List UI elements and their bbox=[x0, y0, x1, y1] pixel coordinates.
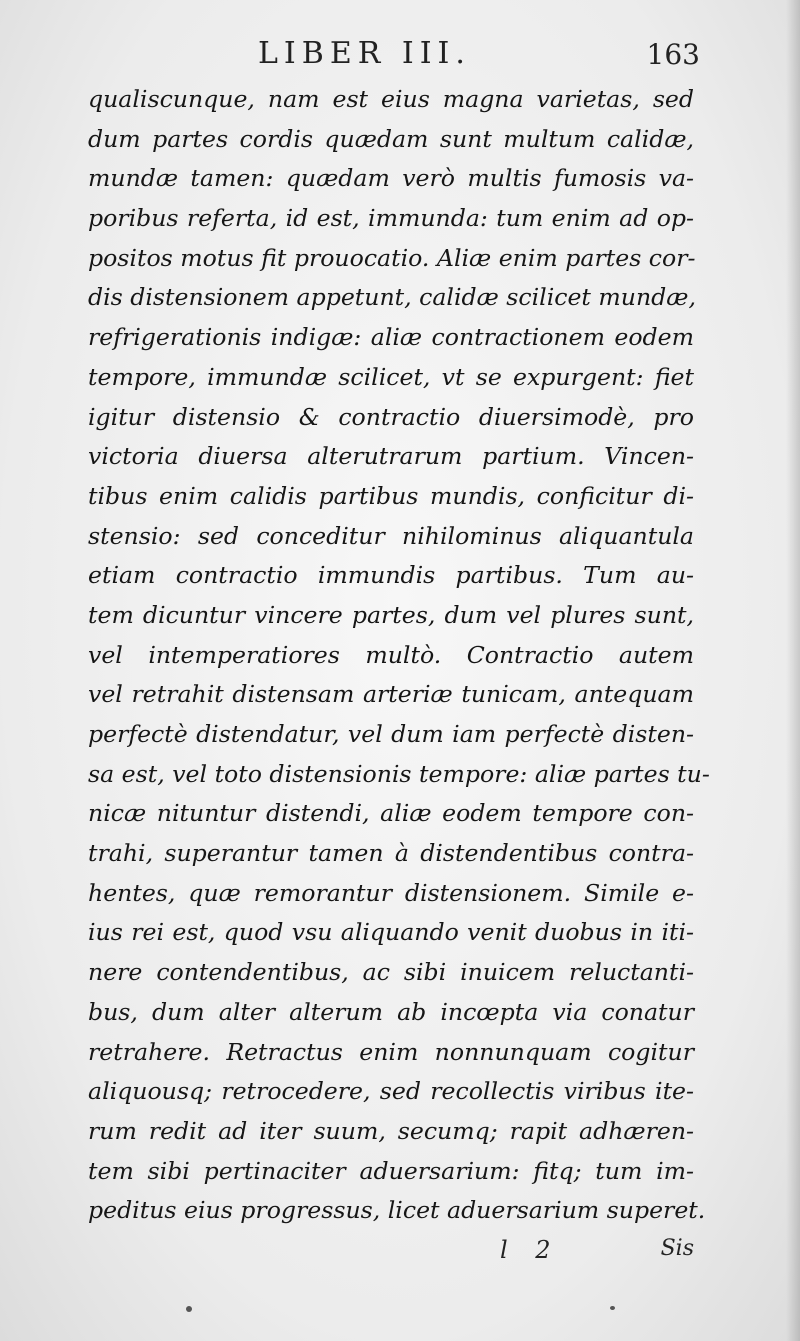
text-line: qualiscunque, nam est eius magna varietas, sed bbox=[88, 85, 694, 113]
page-header bbox=[88, 36, 700, 76]
text-line: hentes, quæ remorantur distensionem. Simile e- bbox=[88, 878, 694, 907]
body-text bbox=[88, 80, 710, 1231]
text-line: trahi, superantur tamen à distendentibus contra- bbox=[88, 839, 694, 868]
text-line: mundæ tamen: quædam verò multis fumosis va- bbox=[88, 164, 694, 193]
text-line: nicæ nituntur distendi, aliæ eodem tempore con- bbox=[88, 799, 694, 828]
text-line: bus, dum alter alterum ab incœpta via conatur bbox=[88, 997, 694, 1026]
signature-mark: l 2 bbox=[500, 1236, 561, 1264]
running-head: LIBER III. bbox=[258, 36, 471, 71]
text-line: ius rei est, quod vsu aliquando venit duobus in iti- bbox=[88, 918, 694, 947]
text-line: tem dicuntur vincere partes, dum vel plures sunt, bbox=[88, 600, 694, 629]
page-number: 163 bbox=[646, 38, 700, 71]
ink-speck bbox=[610, 1306, 615, 1310]
ink-speck bbox=[186, 1306, 192, 1312]
catchword: Sis bbox=[660, 1236, 694, 1261]
text-line: retrahere. Retractus enim nonnunquam cogitur bbox=[88, 1037, 694, 1066]
text-line: poribus referta, id est, immunda: tum enim ad op- bbox=[88, 204, 694, 233]
text-line: igitur distensio & contractio diuersimodè, pro bbox=[88, 402, 694, 431]
text-line: tibus enim calidis partibus mundis, conficitur di- bbox=[88, 481, 694, 510]
text-line: vel retrahit distensam arteriæ tunicam, antequam bbox=[88, 680, 694, 709]
text-line: refrigerationis indigæ: aliæ contractionem eodem bbox=[88, 323, 694, 352]
text-line: dum partes cordis quædam sunt multum calidæ, bbox=[88, 124, 694, 153]
text-line: perfectè distendatur, vel dum iam perfectè disten- bbox=[88, 720, 694, 748]
page-edge-shadow bbox=[786, 0, 800, 1341]
text-line: dis distensionem appetunt, calidæ scilicet mundæ, bbox=[88, 283, 696, 312]
text-line: tem sibi pertinaciter aduersarium: fitq; tum im- bbox=[88, 1156, 694, 1185]
text-line: nere contendentibus, ac sibi inuicem reluctanti- bbox=[88, 958, 694, 987]
text-line: rum redit ad iter suum, secumq; rapit adhæren- bbox=[88, 1116, 694, 1145]
text-line: tempore, immundæ scilicet, vt se expurgent: fiet bbox=[88, 362, 694, 391]
text-line: victoria diuersa alterutrarum partium. Vincen- bbox=[88, 442, 694, 471]
text-line: positos motus fit prouocatio. Aliæ enim partes cor- bbox=[88, 243, 696, 272]
text-line: sa est, vel toto distensionis tempore: aliæ partes tu- bbox=[88, 759, 710, 788]
text-line: peditus eius progressus, licet aduersarium superet. bbox=[88, 1196, 706, 1225]
text-line: aliquousq; retrocedere, sed recollectis viribus ite- bbox=[88, 1077, 694, 1106]
text-line: stensio: sed conceditur nihilominus aliquantula bbox=[88, 521, 694, 550]
text-line: etiam contractio immundis partibus. Tum au- bbox=[88, 561, 694, 590]
text-line: vel intemperatiores multò. Contractio autem bbox=[88, 640, 694, 669]
